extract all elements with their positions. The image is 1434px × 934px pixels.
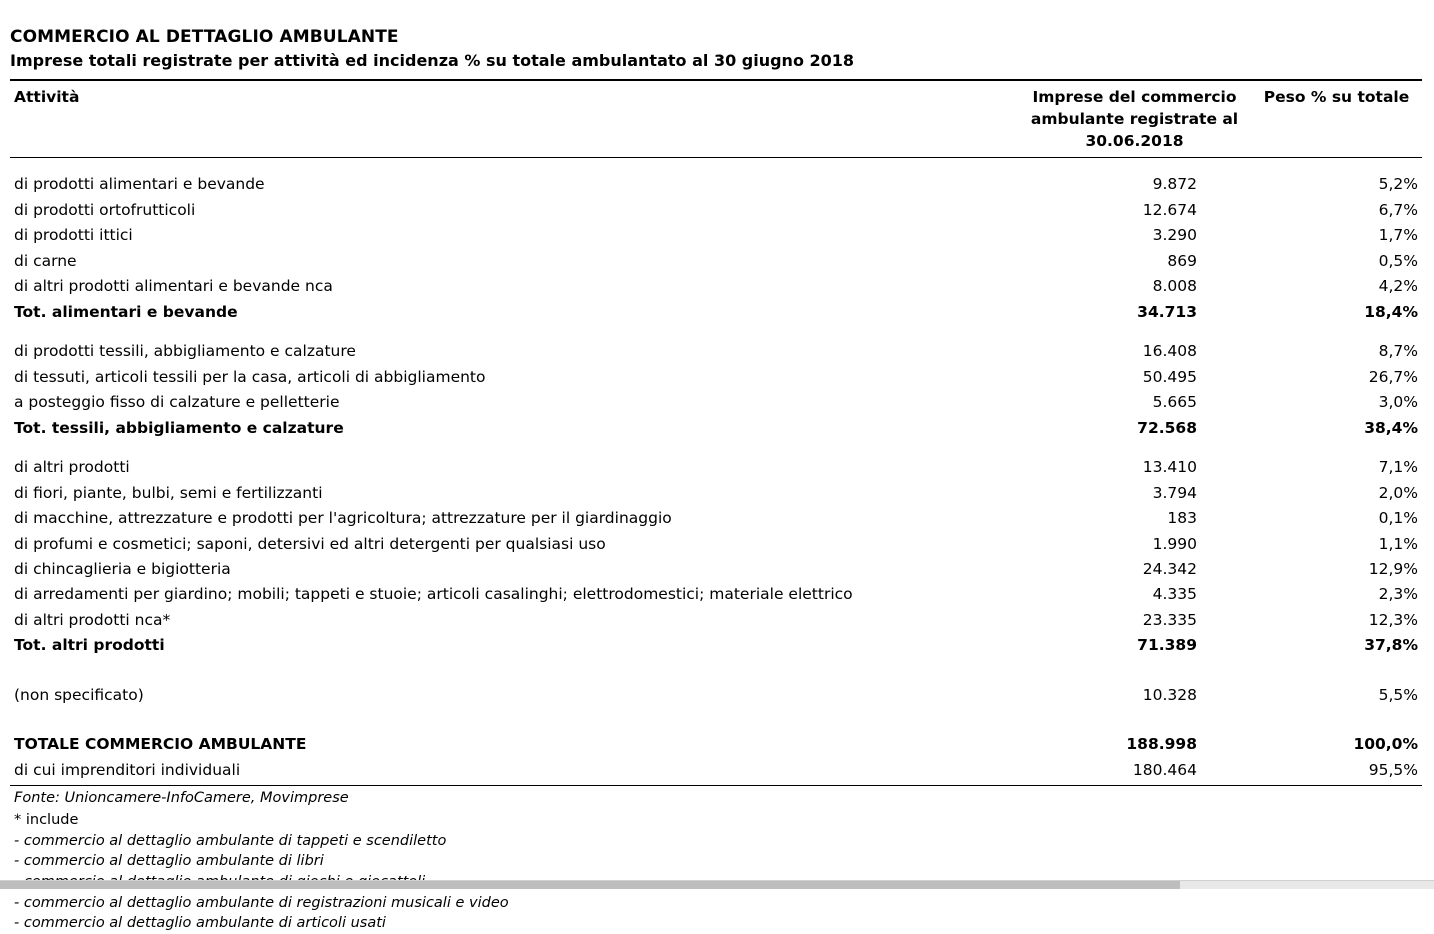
- spacer-cell: [10, 325, 1422, 339]
- cell-registered: 16.408: [1142, 342, 1197, 361]
- cell-activity: di carne: [14, 251, 77, 270]
- column-header-share: Peso % su totale: [1263, 87, 1410, 106]
- column-header-registered: Imprese del commercio ambulante registrate al 30.06.2018: [1030, 87, 1239, 151]
- cell-activity: di prodotti ortofrutticoli: [14, 200, 196, 219]
- footnote-header: * include: [14, 811, 79, 828]
- table-row: [10, 480, 1422, 505]
- page-subtitle: Imprese totali registrate per attività ed incidenza % su totale ambulantato al 30 giugno 2018: [10, 50, 855, 70]
- cell-share: 12,3%: [1368, 610, 1418, 629]
- cell-activity: di altri prodotti nca*: [14, 610, 171, 629]
- cell-registered: 10.328: [1142, 685, 1197, 704]
- spacer-cell: [10, 441, 1422, 455]
- cell-registered: 869: [1167, 251, 1197, 270]
- cell-activity: a posteggio fisso di calzature e pelletterie: [14, 393, 340, 412]
- table-row: [10, 506, 1422, 531]
- cell-share: 5,2%: [1378, 175, 1418, 194]
- table-body: [10, 157, 1422, 782]
- cell-registered: 72.568: [1137, 418, 1197, 437]
- cell-share: 37,8%: [1364, 636, 1418, 655]
- cell-share: 1,1%: [1378, 534, 1418, 553]
- cell-registered: 12.674: [1142, 200, 1197, 219]
- cell-activity: di altri prodotti: [14, 458, 130, 477]
- cell-activity: di chincaglieria e bigiotteria: [14, 560, 231, 578]
- cell-registered: 71.389: [1137, 636, 1197, 655]
- cell-activity: di profumi e cosmetici; saponi, detersivi ed altri detergenti per qualsiasi uso: [14, 534, 606, 553]
- table-row: [10, 607, 1422, 632]
- cell-activity: TOTALE COMMERCIO AMBULANTE: [14, 735, 307, 754]
- cell-registered: 8.008: [1152, 277, 1197, 296]
- cell-activity: di prodotti ittici: [14, 226, 133, 245]
- column-header-activity: Attività: [14, 87, 80, 106]
- cell-registered: 24.342: [1142, 560, 1197, 578]
- cell-registered: 1.990: [1152, 534, 1197, 553]
- table-row: [10, 557, 1422, 582]
- scrollbar-thumb[interactable]: [0, 881, 1180, 889]
- table-row: [10, 197, 1422, 222]
- table-row: [10, 248, 1422, 273]
- cell-activity: di prodotti tessili, abbigliamento e calzature: [14, 342, 356, 361]
- table-row: [10, 682, 1422, 707]
- cell-activity: di tessuti, articoli tessili per la casa, articoli di abbigliamento: [14, 367, 486, 386]
- cell-activity: di cui imprenditori individuali: [14, 760, 241, 779]
- cell-activity: Tot. altri prodotti: [14, 636, 165, 655]
- table-row: [10, 390, 1422, 415]
- cell-activity: di prodotti alimentari e bevande: [14, 175, 265, 194]
- table-row-total: [10, 633, 1422, 658]
- table-row: [10, 339, 1422, 364]
- cell-registered: 50.495: [1142, 367, 1197, 386]
- cell-activity: di arredamenti per giardino; mobili; tappeti e stuoie; articoli casalinghi; elettrodomestici; materiale elettrico: [14, 585, 853, 604]
- table-row: [10, 455, 1422, 480]
- cell-share: 38,4%: [1364, 418, 1418, 437]
- cell-share: 1,7%: [1378, 226, 1418, 245]
- cell-share: 4,2%: [1378, 277, 1418, 296]
- table-header: [10, 80, 1422, 158]
- cell-share: 8,7%: [1378, 342, 1418, 361]
- page-title: COMMERCIO AL DETTAGLIO AMBULANTE: [10, 27, 399, 47]
- cell-share: 3,0%: [1378, 393, 1418, 412]
- footnote-item: - commercio al dettaglio ambulante di libri: [14, 853, 324, 870]
- table-row: [10, 364, 1422, 389]
- cell-share: 26,7%: [1368, 367, 1418, 386]
- footnote-item: - commercio al dettaglio ambulante di articoli usati: [14, 915, 386, 932]
- table-row: [10, 582, 1422, 607]
- cell-activity: di altri prodotti alimentari e bevande nca: [14, 277, 333, 296]
- cell-share: 7,1%: [1378, 458, 1418, 477]
- cell-registered: 4.335: [1152, 585, 1197, 604]
- spacer-cell: [10, 157, 1422, 172]
- cell-activity: di fiori, piante, bulbi, semi e fertilizzanti: [14, 483, 323, 502]
- horizontal-scrollbar[interactable]: [0, 880, 1434, 889]
- data-table: [10, 79, 1422, 783]
- cell-share: 2,3%: [1378, 585, 1418, 604]
- cell-registered: 3.794: [1152, 483, 1197, 502]
- cell-activity: (non specificato): [14, 685, 144, 704]
- cell-share: 12,9%: [1368, 560, 1418, 578]
- cell-share: 0,1%: [1378, 509, 1418, 528]
- table-row-grand-total: [10, 732, 1422, 757]
- table-row: [10, 274, 1422, 299]
- cell-activity: Tot. alimentari e bevande: [14, 302, 238, 321]
- cell-registered: 13.410: [1142, 458, 1197, 477]
- table-row: [10, 531, 1422, 556]
- cell-share: 18,4%: [1364, 302, 1418, 321]
- cell-activity: di macchine, attrezzature e prodotti per l'agricoltura; attrezzature per il giardinaggio: [14, 509, 672, 528]
- cell-share: 6,7%: [1378, 200, 1418, 219]
- cell-share: 95,5%: [1368, 760, 1418, 779]
- cell-registered: 3.290: [1152, 226, 1197, 245]
- footnote-item: - commercio al dettaglio ambulante di tappeti e scendiletto: [14, 832, 447, 849]
- cell-activity: Tot. tessili, abbigliamento e calzature: [14, 418, 344, 437]
- source-note: Fonte: Unioncamere-InfoCamere, Movimprese: [14, 789, 349, 806]
- cell-registered: 34.713: [1137, 302, 1197, 321]
- table-row-total: [10, 299, 1422, 324]
- cell-registered: 188.998: [1126, 735, 1197, 754]
- cell-registered: 183: [1167, 509, 1197, 528]
- cell-share: 2,0%: [1378, 483, 1418, 502]
- cell-registered: 180.464: [1132, 760, 1197, 779]
- cell-registered: 23.335: [1142, 610, 1197, 629]
- spacer-cell: [10, 658, 1422, 682]
- cell-share: 5,5%: [1378, 685, 1418, 704]
- cell-registered: 9.872: [1152, 175, 1197, 194]
- table-row-total: [10, 415, 1422, 440]
- spacer-cell: [10, 708, 1422, 732]
- footnote-item: - commercio al dettaglio ambulante di registrazioni musicali e video: [14, 894, 509, 911]
- cell-share: 0,5%: [1378, 251, 1418, 270]
- table-row: [10, 172, 1422, 197]
- table-row: [10, 223, 1422, 248]
- cell-share: 100,0%: [1353, 735, 1418, 754]
- table-row: [10, 757, 1422, 782]
- cell-registered: 5.665: [1152, 393, 1197, 412]
- table-bottom-rule: [10, 785, 1422, 786]
